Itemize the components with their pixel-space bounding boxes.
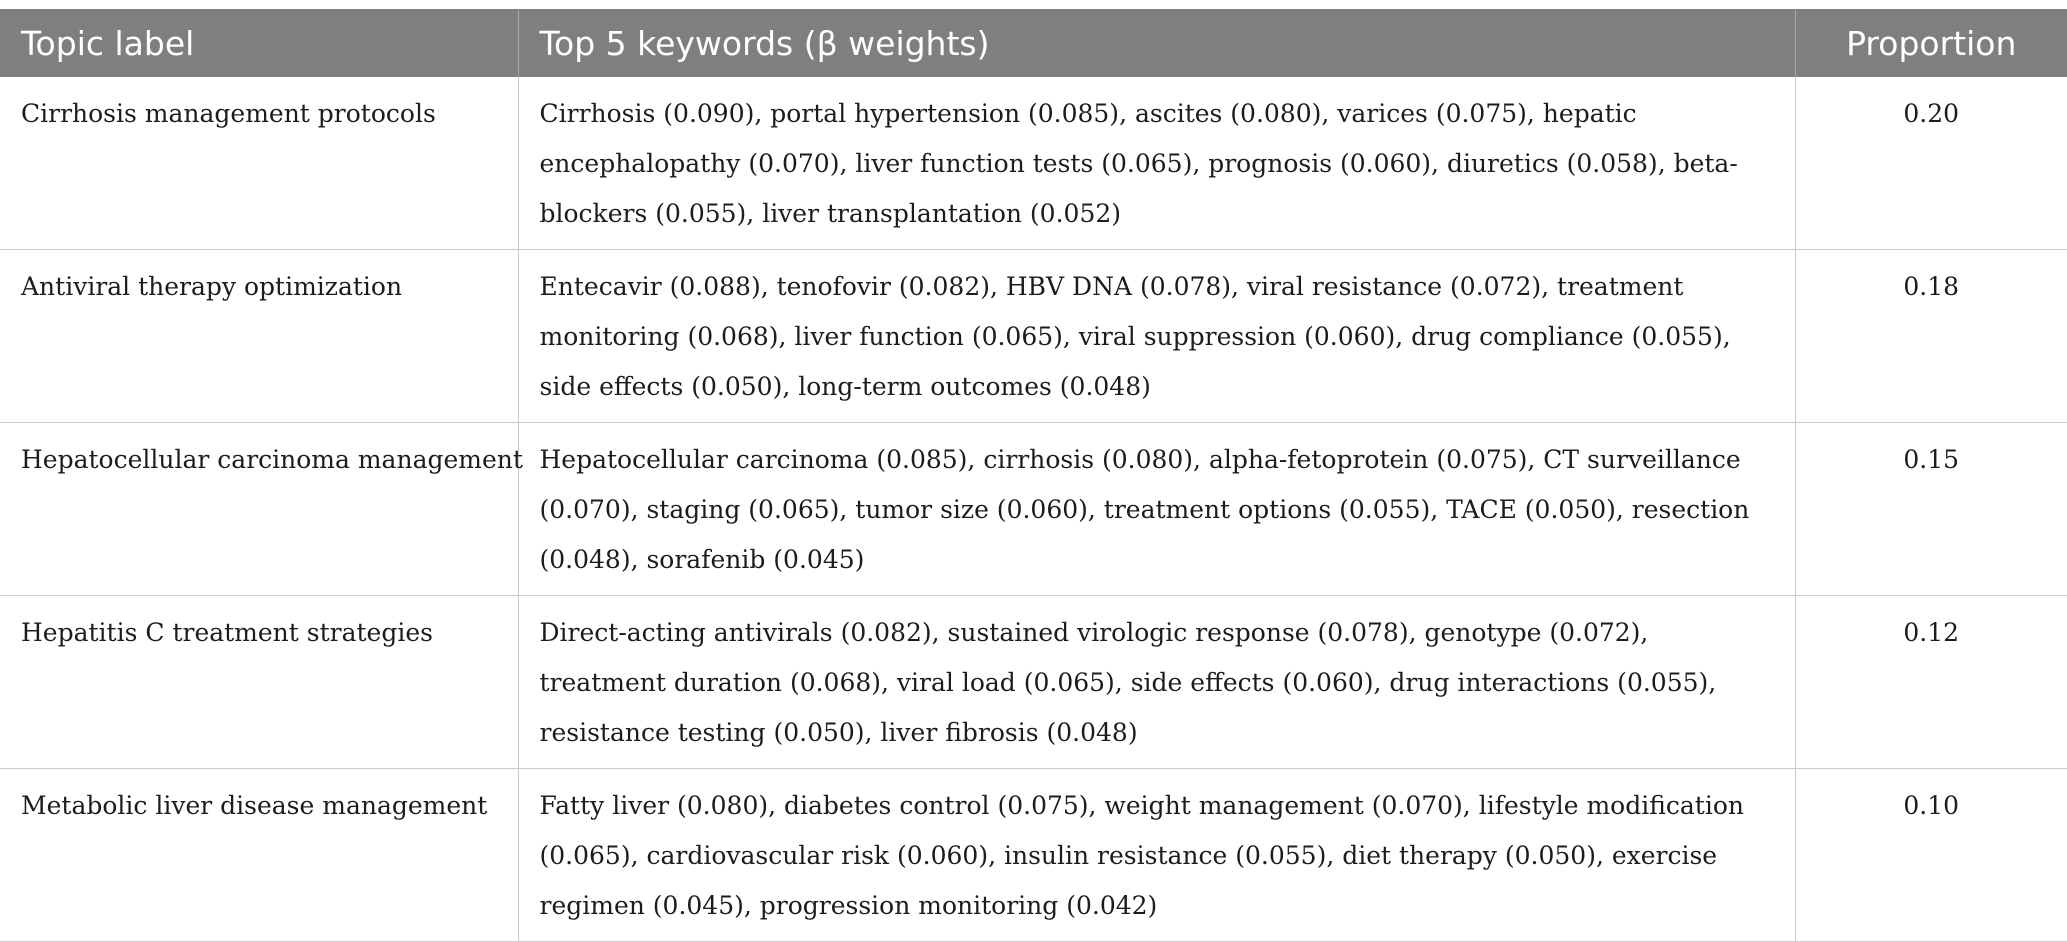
- keywords-cell: Direct-acting antivirals (0.082), sustained virologic response (0.078), genotype (0.072), treatment duration (0.068), viral load (0.065), side effects (0.060), drug interactions (0.055), resistance testing (0.050), liver fibrosis (0.048): [518, 596, 1795, 769]
- topic-table: [0, 9, 2067, 942]
- proportion-cell: 0.18: [1795, 250, 2067, 423]
- table-row: [0, 769, 2067, 942]
- table-row: [0, 77, 2067, 250]
- proportion-cell: 0.20: [1795, 77, 2067, 250]
- keywords-cell: Entecavir (0.088), tenofovir (0.082), HBV DNA (0.078), viral resistance (0.072), treatment monitoring (0.068), liver function (0.065), viral suppression (0.060), drug compliance (0.055), side effects (0.050), long-term outcomes (0.048): [518, 250, 1795, 423]
- table-row: [0, 423, 2067, 596]
- header-topic-label: Topic label: [0, 9, 518, 77]
- topic-cell: Antiviral therapy optimization: [0, 250, 518, 423]
- table-row: [0, 596, 2067, 769]
- topic-cell: Metabolic liver disease management: [0, 769, 518, 942]
- header-keywords: Top 5 keywords (β weights): [518, 9, 1795, 77]
- table-row: [0, 250, 2067, 423]
- keywords-cell: Cirrhosis (0.090), portal hypertension (0.085), ascites (0.080), varices (0.075), hepatic encephalopathy (0.070), liver function tests (0.065), prognosis (0.060), diuretics (0.058), beta-blockers (0.055), liver transplantation (0.052): [518, 77, 1795, 250]
- keywords-cell: Fatty liver (0.080), diabetes control (0.075), weight management (0.070), lifestyle modification (0.065), cardiovascular risk (0.060), insulin resistance (0.055), diet therapy (0.050), exercise regimen (0.045), progression monitoring (0.042): [518, 769, 1795, 942]
- keywords-cell: Hepatocellular carcinoma (0.085), cirrhosis (0.080), alpha-fetoprotein (0.075), CT surveillance (0.070), staging (0.065), tumor size (0.060), treatment options (0.055), TACE (0.050), resection (0.048), sorafenib (0.045): [518, 423, 1795, 596]
- header-proportion: Proportion: [1795, 9, 2067, 77]
- topic-cell: Hepatitis C treatment strategies: [0, 596, 518, 769]
- topic-cell: Cirrhosis management protocols: [0, 77, 518, 250]
- table-header-row: [0, 9, 2067, 77]
- proportion-cell: 0.10: [1795, 769, 2067, 942]
- proportion-cell: 0.15: [1795, 423, 2067, 596]
- topic-cell: Hepatocellular carcinoma management: [0, 423, 518, 596]
- proportion-cell: 0.12: [1795, 596, 2067, 769]
- topic-table-container: [0, 9, 2067, 942]
